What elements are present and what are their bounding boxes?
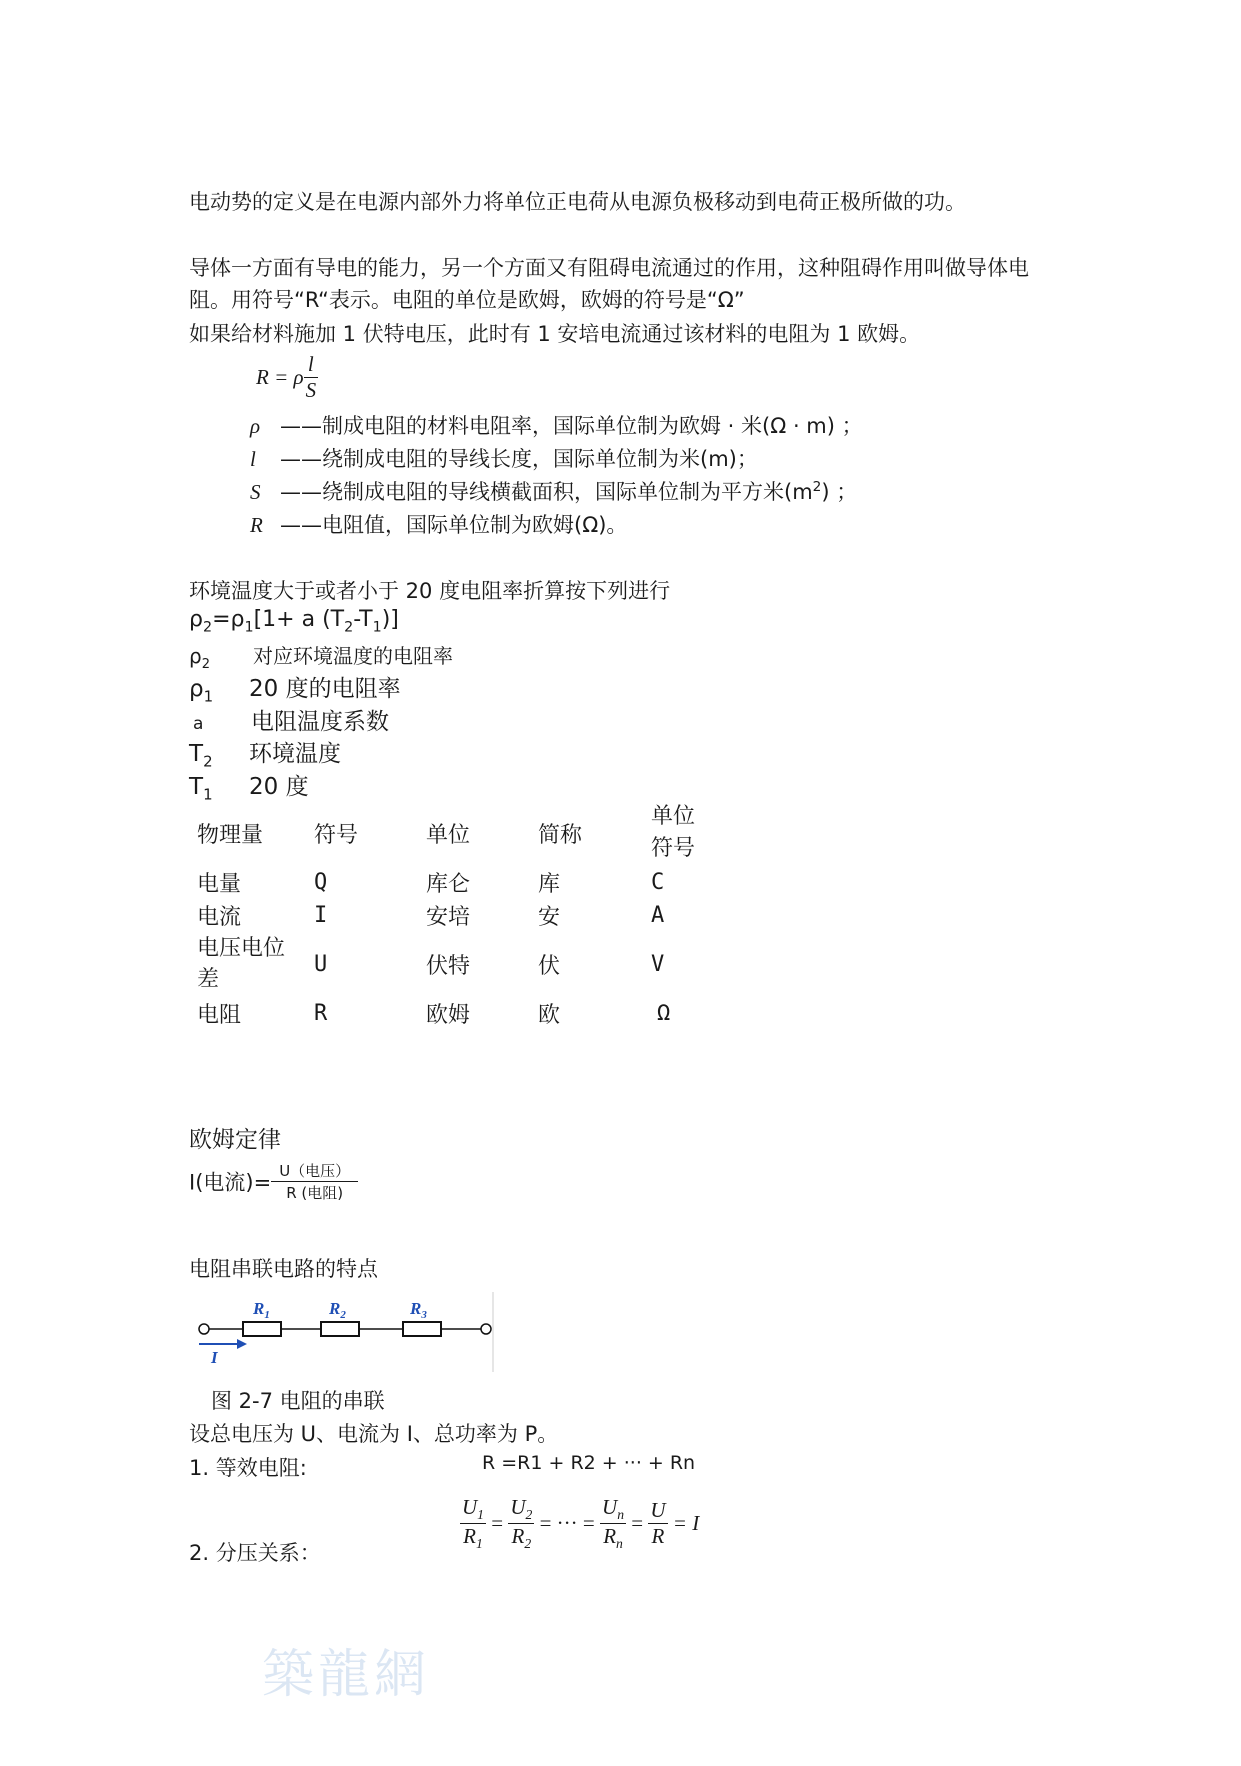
item-equivalent-resistance: 1. 等效电阻: [189,1456,307,1480]
emf-definition: 电动势的定义是在电源内部外力将单位正电荷从电源负极移动到电荷正极所做的功。 [189,190,966,214]
ohm-unit-definition: 如果给材料施加 1 伏特电压，此时有 1 安培电流通过该材料的电阻为 1 欧姆。 [189,322,921,346]
ohm-numerator: U（电压） [279,1162,351,1180]
table-cell: V [651,951,665,977]
tf-t1: 1 [372,619,382,636]
table-cell: Ω [657,1000,671,1026]
td-text: 20 度的电阻率 [249,676,401,702]
table-header: 单位 符号 [651,804,696,861]
temp-def-alpha [193,703,389,736]
figure-caption: 图 2-7 电阻的串联 [211,1389,385,1413]
temperature-formula [189,607,399,635]
table-header: 简称 [538,822,583,848]
series-circuit-diagram [185,1292,505,1372]
table-cell: 电量 [197,872,242,897]
table-cell: 电阻 [197,1002,242,1028]
temp-def-rho2 [189,640,453,672]
tf-t2: 2 [344,619,354,636]
var-symbol: ρ [250,414,261,438]
td-sym: ρ [189,644,202,668]
ohm-law-title: 欧姆定律 [189,1127,281,1153]
var-text: ——绕制成电阻的导线长度，国际单位制为米(m)； [280,447,758,471]
series-title: 电阻串联电路的特点 [189,1257,378,1281]
table-row [197,866,731,899]
table-cell: 伏特 [426,953,471,979]
ellipsis: = ··· = [539,1511,595,1536]
resistor-r1 [243,1322,281,1336]
var-text: ——绕制成电阻的导线横截面积，国际单位制为平方米(m [280,480,813,504]
table-header-row [197,800,731,866]
r3-label: $R_3$ [410,1299,427,1321]
var-def-resistance [250,509,627,539]
td-text: 电阻温度系数 [251,709,389,735]
resistor-r3 [403,1322,441,1336]
ohm-denominator: R (电阻) [271,1181,358,1203]
table-cell: 电压电位 差 [197,936,286,992]
terminal-right [481,1324,491,1334]
temperature-intro: 环境温度大于或者小于 20 度电阻率折算按下列进行 [189,579,671,603]
table-cell: 欧 [538,1002,561,1028]
var-symbol: R [250,513,263,537]
tf-rho2: ρ [189,607,203,632]
ohm-law-formula [189,1160,358,1203]
resistance-paragraph-line1: 导体一方面有导电的能力，另一个方面又有阻碍电流通过的作用，这种阻碍作用叫做导体电 [189,256,1029,280]
item-voltage-division: 2. 分压关系： [189,1541,321,1565]
var-text: ——制成电阻的材料电阻率，国际单位制为欧姆 · 米(Ω · m) ； [280,414,863,438]
eq-sign: = [491,1511,504,1536]
var-def-area [250,476,857,506]
table-cell: 欧姆 [426,1002,471,1028]
var-text: ——电阻值，国际单位制为欧姆(Ω)。 [280,513,628,537]
ohm-lhs: I(电流)= [189,1170,272,1195]
tf-eq: =ρ [212,607,245,632]
table-cell: I [314,903,328,928]
r2-label: $R_2$ [329,1299,346,1321]
formula-lhs: R = ρ [256,365,304,389]
table-row [197,996,731,1030]
td-sym: T [189,774,204,800]
var-symbol: S [250,480,261,504]
tf-end: )] [381,607,399,632]
td-sym: ρ [189,676,204,702]
table-cell: 安 [538,905,561,930]
eq-sign: = [631,1511,644,1536]
tail: = I [672,1511,700,1536]
table-cell: 安培 [426,905,471,930]
tf-mid: [1+ a (T [253,607,345,632]
voltage-division-formula: $\frac{U_1}{R_1}$ = $\frac{U_2}{R_2}$ = ··· = $\frac{U_n}{R_n}$ = $\frac{U}{R}$ = I [462,1495,700,1552]
var-tail: ) ； [821,480,858,504]
current-arrow-head [237,1339,247,1349]
td-sub: 2 [201,657,210,672]
var-def-rho [250,410,863,440]
quantity-table [197,800,731,1030]
table-cell: C [651,870,665,895]
equivalent-resistance-formula: R =R1 + R2 + ··· + Rn [482,1452,696,1474]
formula-denominator: S [305,378,317,402]
td-sub: 1 [203,785,213,804]
var-def-length [250,443,758,473]
var-symbol: l [250,447,256,471]
table-cell: R [314,1000,328,1026]
temp-def-t2 [189,735,341,771]
table-cell: 库仑 [426,872,471,897]
var-sup: 2 [812,479,822,495]
table-row [197,899,731,932]
td-text: 对应环境温度的电阻率 [253,644,453,668]
watermark-logo: 築龍網 [262,1647,431,1704]
table-row [197,932,731,996]
tf-dash: -T [353,607,373,632]
terminal-left [199,1324,209,1334]
resistance-paragraph-line2: 阻。用符号“R“表示。电阻的单位是欧姆，欧姆的符号是“Ω” [189,288,745,312]
table-cell: Q [314,870,328,895]
table-header: 符号 [314,822,359,848]
table-header: 物理量 [197,822,264,848]
table-cell: A [651,903,665,928]
table-cell: U [314,951,328,977]
temp-def-t1 [189,768,309,804]
td-text: 20 度 [249,774,309,800]
table-cell: 电流 [197,905,242,930]
table-cell: 库 [538,872,561,897]
formula-numerator: l [307,352,314,376]
td-sub: 2 [203,752,213,771]
tf-sub2: 2 [202,619,213,636]
tf-sub1: 1 [244,619,254,636]
table-header: 单位 [426,822,471,848]
current-label: I [211,1348,218,1367]
temp-def-rho1 [189,670,401,706]
td-sym: T [189,741,204,767]
r1-label: $R_1$ [253,1299,270,1321]
resistance-formula [256,352,318,403]
table-cell: 伏 [538,953,561,979]
resistor-r2 [321,1322,359,1336]
td-text: 环境温度 [249,741,341,767]
td-sym: a [193,714,204,734]
td-sub: 1 [203,687,214,706]
assumption-text: 设总电压为 U、电流为 I、总功率为 P。 [189,1422,559,1446]
